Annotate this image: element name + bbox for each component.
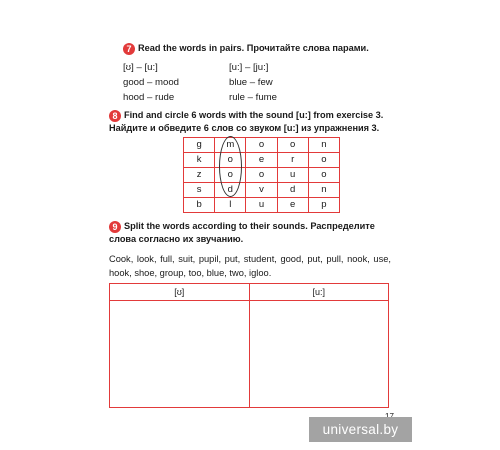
grid-cell[interactable]: s [184, 183, 215, 198]
grid-cell[interactable]: g [184, 138, 215, 153]
grid-cell[interactable]: p [308, 198, 339, 213]
grid-row [184, 183, 340, 198]
grid-cell[interactable]: o [215, 168, 246, 183]
pair-col2-row1: [u:] – [ju:] [229, 62, 269, 73]
grid-cell[interactable]: k [184, 153, 215, 168]
answer-cell-long-u[interactable] [249, 301, 389, 408]
exercise-9-instruction-ru: слова согласно их звучанию. [109, 234, 244, 244]
grid-cell[interactable]: b [184, 198, 215, 213]
exercise-7-heading [123, 42, 369, 55]
grid-cell[interactable]: o [246, 168, 277, 183]
grid-cell[interactable]: l [215, 198, 246, 213]
grid-cell[interactable]: d [215, 183, 246, 198]
grid-cell[interactable]: d [277, 183, 308, 198]
exercise-8-instruction-en: Find and circle 6 words with the sound [u:] from exercise 3. [124, 110, 384, 120]
grid-cell[interactable]: n [308, 183, 339, 198]
grid-cell[interactable]: m [215, 138, 246, 153]
grid-cell[interactable]: e [246, 153, 277, 168]
grid-cell[interactable]: o [215, 153, 246, 168]
grid-cell[interactable]: v [246, 183, 277, 198]
grid-cell[interactable]: r [277, 153, 308, 168]
exercise-8-heading [109, 109, 394, 134]
exercise-7-number-badge: 7 [123, 43, 135, 55]
exercise-9-heading [109, 220, 392, 245]
pair-col1-row2: good – mood [123, 77, 180, 88]
grid-row [184, 153, 340, 168]
grid-cell[interactable]: o [277, 138, 308, 153]
exercise-8-number-badge: 8 [109, 110, 121, 122]
grid-cell[interactable]: o [308, 168, 339, 183]
grid-cell[interactable]: e [277, 198, 308, 213]
exercise-8-instruction-ru: Найдите и обведите 6 слов со звуком [u:] из упражнения 3. [109, 123, 380, 133]
exercise-9-instruction-en: Split the words according to their sounds. Распределите [124, 221, 375, 231]
word-list: Cook, look, full, suit, pupil, put, student, good, put, pull, nook, use, hook, shoe, group, too, blue, two, igloo. [109, 254, 391, 278]
pair-col2-row3: rule – fume [229, 92, 277, 103]
watermark: universal.by [309, 417, 412, 442]
grid-cell[interactable]: n [308, 138, 339, 153]
grid-row [184, 138, 340, 153]
split-answer-row [110, 301, 389, 408]
answer-cell-short-u[interactable] [110, 301, 250, 408]
sound-split-table [109, 283, 389, 408]
grid-cell[interactable]: u [246, 198, 277, 213]
pair-col2-row2: blue – few [229, 77, 273, 88]
grid-cell[interactable]: u [277, 168, 308, 183]
grid-cell[interactable]: o [308, 153, 339, 168]
circled-word-oval [219, 136, 242, 197]
letter-grid [183, 137, 340, 213]
exercise-7-instruction: Read the words in pairs. Прочитайте слова парами. [138, 43, 369, 53]
grid-row [184, 198, 340, 213]
column-header-short-u: [ʊ] [110, 284, 250, 301]
grid-cell[interactable]: z [184, 168, 215, 183]
pair-col1-row1: [ʊ] – [u:] [123, 62, 158, 73]
exercise-9-number-badge: 9 [109, 221, 121, 233]
split-header-row [110, 284, 389, 301]
column-header-long-u: [u:] [249, 284, 389, 301]
grid-row [184, 168, 340, 183]
grid-cell[interactable]: o [246, 138, 277, 153]
pair-col1-row3: hood – rude [123, 92, 175, 103]
